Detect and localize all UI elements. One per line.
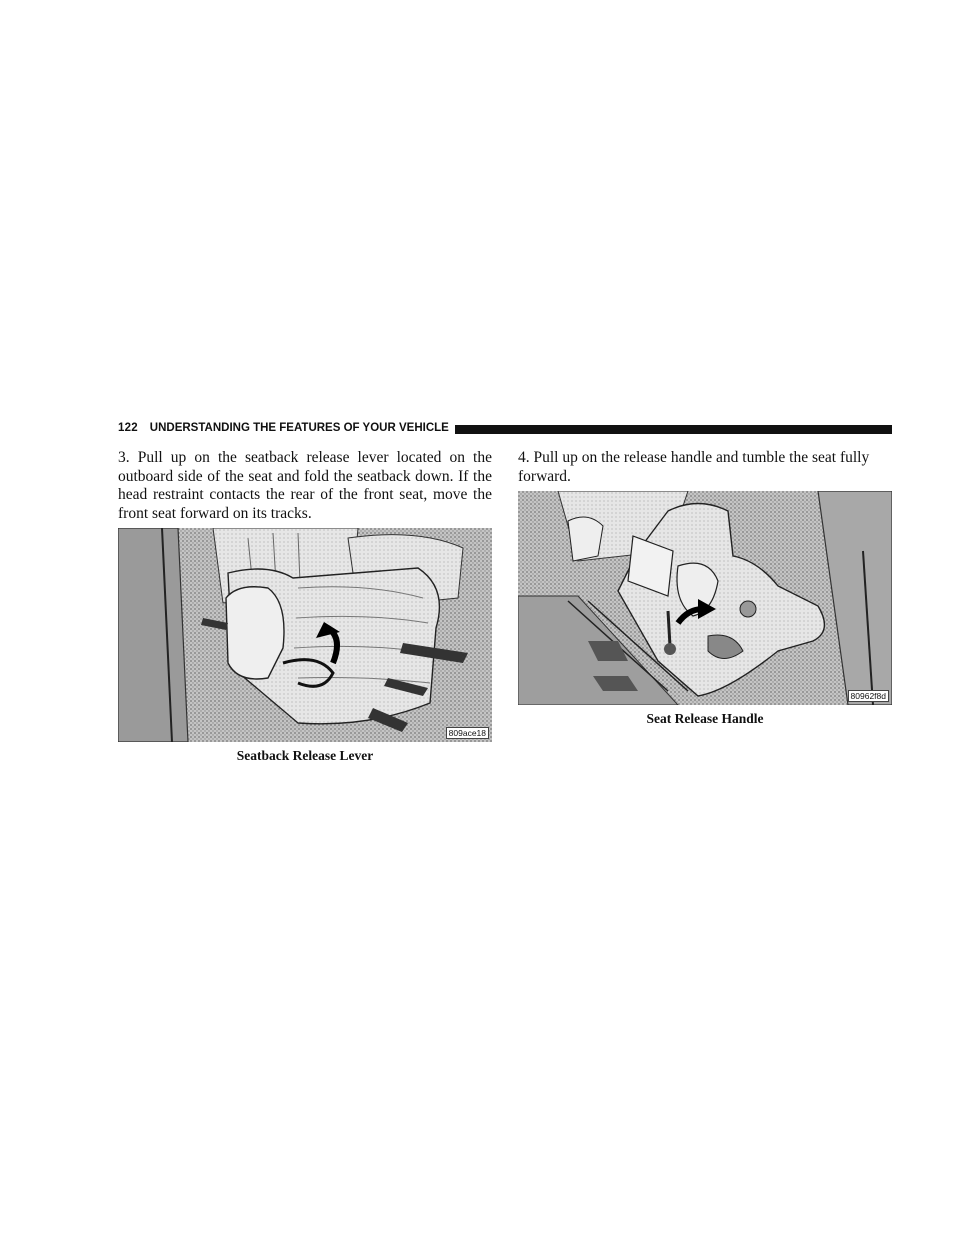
figure-code: 80962f8d [848,690,889,702]
seatback-release-lever-illustration [118,528,492,742]
page-number: 122 [118,422,138,434]
step-4-text: 4. Pull up on the release handle and tumble the seat fully forward. [518,449,870,485]
figure-caption: Seat Release Handle [646,711,764,726]
seat-release-handle-illustration [518,491,892,705]
running-header [118,418,892,438]
header-rule [455,425,892,434]
figure-code: 809ace18 [446,727,489,739]
figure-caption: Seatback Release Lever [236,748,374,763]
step-3-text: 3. Pull up on the seatback release lever located on the outboard side of the seat and fold the seatback down. If the head restraint contacts the rear of the front seat, move the front seat forward on its tracks. [118,449,492,522]
section-title: UNDERSTANDING THE FEATURES OF YOUR VEHICLE [149,422,449,434]
